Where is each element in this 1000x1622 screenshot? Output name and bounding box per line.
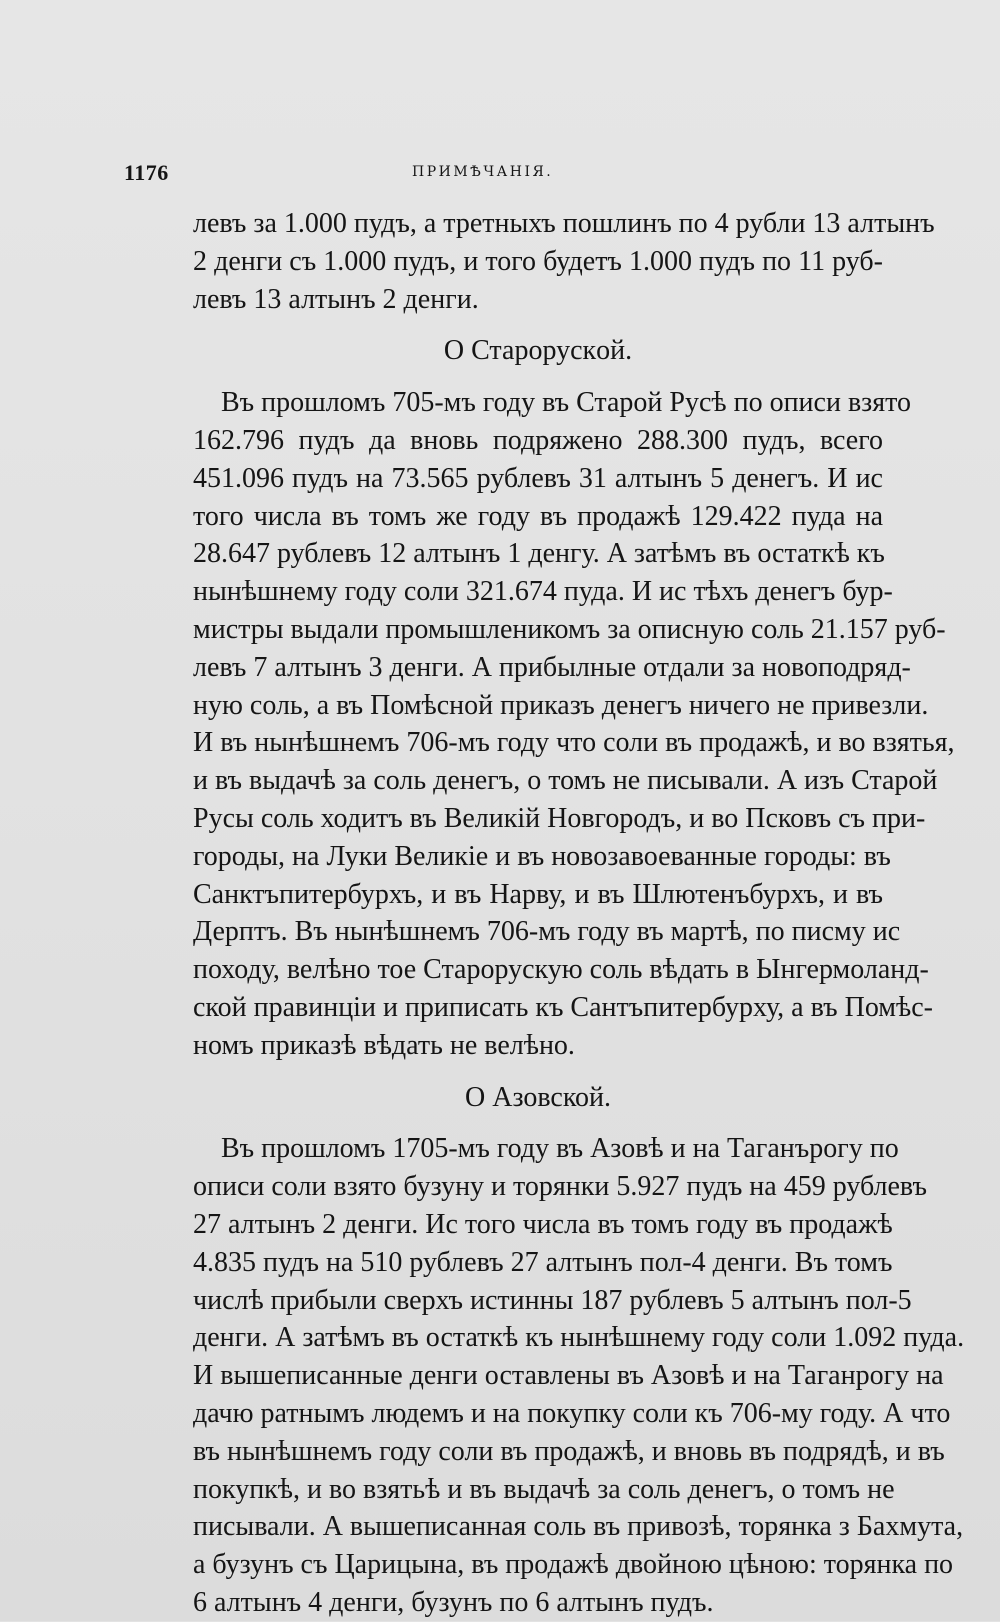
text-line: левъ 13 алтынъ 2 денги.	[193, 283, 479, 315]
text-line: дачю ратнымъ людемъ и на покупку соли къ 706-му году. А что	[193, 1397, 951, 1429]
spacer	[193, 318, 883, 332]
text-line: а бузунъ съ Царицына, въ продажѣ двойною цѣною: торянка по	[193, 1549, 954, 1581]
text-line: походу, велѣно тое Старорускую соль вѣдать в Ынгермоланд-	[193, 954, 929, 986]
paragraph	[193, 205, 935, 318]
text-line: 28.647 рублевъ 12 алтынъ 1 денгу. А затѣмъ въ остаткѣ къ	[193, 538, 885, 570]
text-line: левъ за 1.000 пудъ, а третныхъ пошлинъ по 4 рубли 13 алтынъ	[193, 208, 935, 239]
running-head: ПРИМѢЧАНІЯ.	[412, 164, 554, 180]
text-line: Въ прошломъ 705-мъ году въ Старой Русѣ по описи взято	[221, 387, 911, 419]
text-line: 451.096 пудъ на 73.565 рублевъ 31 алтынъ 5 денегъ. И ис	[193, 462, 883, 494]
text-line: 162.796 пудъ да вновь подряжено 288.300 пудъ, всего	[193, 424, 883, 456]
text-line: писывали. А вышеписанная соль въ привозѣ, торянка з Бахмута,	[193, 1511, 964, 1543]
text-line: въ нынѣшнемъ году соли въ продажѣ, и вновь въ подрядѣ, и въ	[193, 1435, 945, 1467]
text-line: Санктъпитербурхъ, и въ Нарву, и въ Шлютенъбурхъ, и въ	[193, 878, 883, 910]
text-line: описи соли взято бузуну и торянки 5.927 пудъ на 459 рублевъ	[193, 1171, 927, 1203]
text-line: городы, на Луки Великіе и въ новозавоеванные городы: въ	[193, 840, 891, 872]
text-line: и въ выдачѣ за соль денегъ, о томъ не писывали. А изъ Старой	[193, 765, 938, 797]
body-text	[193, 205, 965, 1622]
text-line: Въ прошломъ 1705-мъ году въ Азовѣ и на Таганърогу по	[221, 1133, 899, 1165]
text-line: 27 алтынъ 2 денги. Ис того числа въ томъ году въ продажѣ	[193, 1208, 893, 1240]
page-number: 1176	[124, 160, 169, 185]
text-line: И въ нынѣшнемъ 706-мъ году что соли въ продажѣ, и во взятья,	[193, 727, 955, 759]
text-line: ской правинціи и приписать къ Сантъпитербурху, а въ Помѣс-	[193, 991, 933, 1023]
spacer	[193, 1065, 883, 1079]
text-line: 2 денги съ 1.000 пудъ, и того будетъ 1.000 пудъ по 11 руб-	[193, 245, 883, 277]
text-line: Дерптъ. Въ нынѣшнемъ 706-мъ году въ мартѣ, по писму ис	[193, 916, 901, 948]
section-heading: О Старорускoй.	[443, 335, 633, 367]
text-line: того числа въ томъ же году въ продажѣ 129.422 пуда на	[193, 500, 883, 532]
text-line: мистры выдали промышленикомъ за описную соль 21.157 руб-	[193, 613, 946, 645]
spacer	[193, 370, 883, 384]
text-line: Русы соль ходитъ въ Великій Новгородъ, и во Псковъ съ при-	[193, 802, 926, 834]
text-line: ную соль, а въ Помѣсной приказъ денегъ ничего не привезли.	[193, 689, 929, 721]
text-line: И вышеписанные денги оставлены въ Азовѣ и на Таганрогу на	[193, 1360, 944, 1392]
text-line: числѣ прибыли сверхъ истинны 187 рублевъ 5 алтынъ пол-5	[193, 1284, 912, 1316]
page-header	[0, 160, 1000, 192]
text-line: левъ 7 алтынъ 3 денги. А прибылные отдали за новоподряд-	[193, 651, 911, 683]
paragraph	[193, 384, 955, 1064]
text-line: 4.835 пудъ на 510 рублевъ 27 алтынъ пол-4 денги. Въ томъ	[193, 1246, 893, 1278]
section-heading: О Азовской.	[465, 1081, 611, 1113]
text-line: денги. А затѣмъ въ остаткѣ къ нынѣшнему году соли 1.092 пуда.	[193, 1322, 965, 1354]
text-line: нынѣшнему году соли 321.674 пуда. И ис тѣхъ денегъ бур-	[193, 576, 893, 608]
text-line: покупкѣ, и во взятьѣ и въ выдачѣ за соль денегъ, о томъ не	[193, 1473, 895, 1505]
text-line: 6 алтынъ 4 денги, бузунъ по 6 алтынъ пудъ.	[193, 1586, 714, 1618]
spacer	[193, 1116, 883, 1130]
text-line: номъ приказѣ вѣдать не велѣно.	[193, 1029, 575, 1061]
paragraph	[193, 1130, 965, 1621]
